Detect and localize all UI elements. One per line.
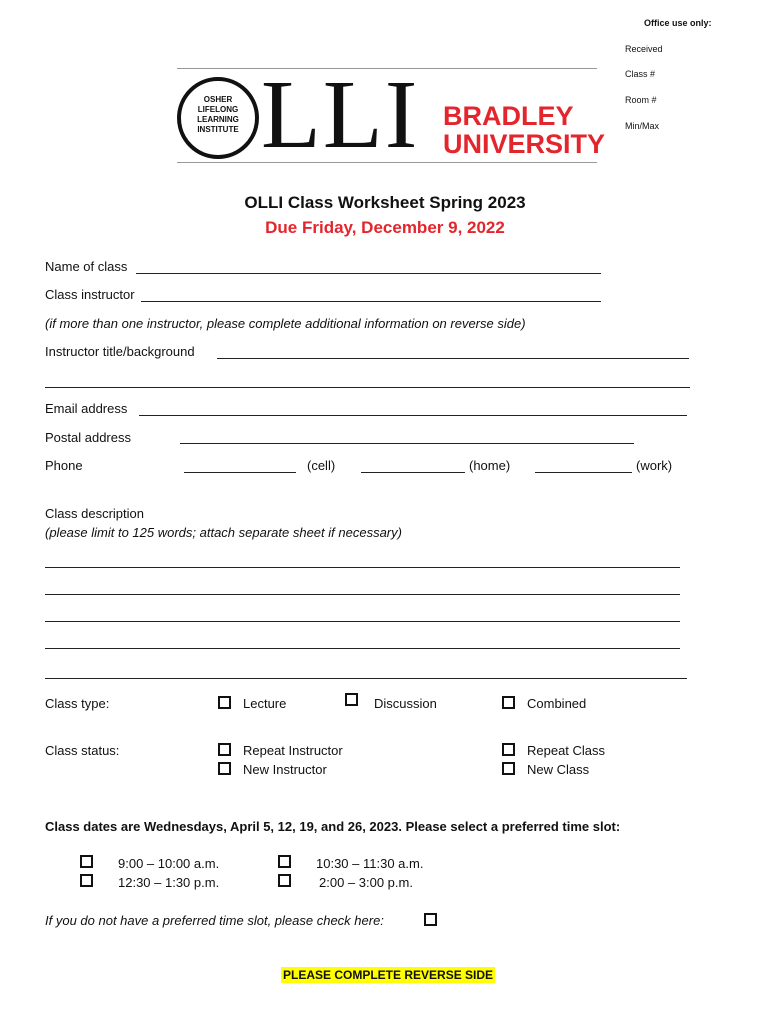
phone-label: Phone: [45, 458, 83, 473]
olli-letters: LLI: [261, 61, 420, 169]
postal-label: Postal address: [45, 430, 131, 445]
no-preference-text: If you do not have a preferred time slot, please check here:: [45, 913, 384, 928]
postal-field[interactable]: [180, 443, 634, 444]
phone-cell-field[interactable]: [184, 472, 296, 473]
olli-bradley-logo: [177, 61, 606, 169]
office-min-max: Min/Max: [625, 121, 660, 131]
phone-home-label: (home): [469, 458, 511, 473]
description-line-2[interactable]: [45, 594, 680, 595]
description-note: (please limit to 125 words; attach separate sheet if necessary): [45, 525, 402, 540]
slot-2pm-label: 2:00 – 3:00 p.m.: [319, 875, 413, 890]
lecture-checkbox[interactable]: [218, 696, 231, 709]
lecture-label: Lecture: [243, 696, 287, 711]
email-label: Email address: [45, 401, 128, 416]
description-line-1[interactable]: [45, 567, 680, 568]
combined-label: Combined: [527, 696, 587, 711]
new-instructor-checkbox[interactable]: [218, 762, 231, 775]
slot-1230pm-label: 12:30 – 1:30 p.m.: [118, 875, 220, 890]
worksheet-title: OLLI Class Worksheet Spring 2023: [244, 193, 526, 212]
slot-2pm-checkbox[interactable]: [278, 874, 291, 887]
new-class-label: New Class: [527, 762, 590, 777]
slot-1030am-checkbox[interactable]: [278, 855, 291, 868]
office-class-number: Class #: [625, 69, 656, 79]
name-of-class-field[interactable]: [136, 273, 601, 274]
instructor-title-field-2[interactable]: [45, 387, 690, 388]
description-line-3[interactable]: [45, 621, 680, 622]
email-field[interactable]: [139, 415, 687, 416]
osher-text: OSHER LIFELONG LEARNING INSTITUTE: [197, 95, 239, 134]
slot-1030am-label: 10:30 – 11:30 a.m.: [316, 856, 424, 871]
repeat-instructor-label: Repeat Instructor: [243, 743, 343, 758]
description-line-4[interactable]: [45, 648, 680, 649]
repeat-class-label: Repeat Class: [527, 743, 606, 758]
office-use-title: Office use only:: [644, 18, 712, 28]
class-instructor-label: Class instructor: [45, 287, 135, 302]
name-of-class-label: Name of class: [45, 259, 128, 274]
office-received: Received: [625, 44, 663, 54]
instructor-title-field[interactable]: [217, 358, 689, 359]
description-line-5[interactable]: [45, 678, 687, 679]
combined-checkbox[interactable]: [502, 696, 515, 709]
due-date: Due Friday, December 9, 2022: [265, 218, 505, 237]
bradley-text: BRADLEY: [443, 101, 574, 131]
class-status-label: Class status:: [45, 743, 120, 758]
discussion-checkbox[interactable]: [345, 693, 358, 706]
reverse-side-notice: PLEASE COMPLETE REVERSE SIDE: [283, 968, 494, 982]
repeat-instructor-checkbox[interactable]: [218, 743, 231, 756]
discussion-label: Discussion: [374, 696, 437, 711]
class-instructor-field[interactable]: [141, 301, 601, 302]
university-text: UNIVERSITY: [443, 129, 606, 159]
instructor-title-label: Instructor title/background: [45, 344, 195, 359]
class-dates-text: Class dates are Wednesdays, April 5, 12, 19, and 26, 2023. Please select a preferred time slot:: [45, 819, 621, 834]
office-room-number: Room #: [625, 95, 657, 105]
repeat-class-checkbox[interactable]: [502, 743, 515, 756]
instructor-note: (if more than one instructor, please complete additional information on reverse side): [45, 316, 526, 331]
slot-9am-label: 9:00 – 10:00 a.m.: [118, 856, 220, 871]
new-class-checkbox[interactable]: [502, 762, 515, 775]
description-label: Class description: [45, 506, 144, 521]
class-type-label: Class type:: [45, 696, 110, 711]
phone-home-field[interactable]: [361, 472, 465, 473]
phone-cell-label: (cell): [307, 458, 336, 473]
phone-work-label: (work): [636, 458, 673, 473]
phone-work-field[interactable]: [535, 472, 632, 473]
slot-1230pm-checkbox[interactable]: [80, 874, 93, 887]
new-instructor-label: New Instructor: [243, 762, 327, 777]
no-preference-checkbox[interactable]: [424, 913, 437, 926]
slot-9am-checkbox[interactable]: [80, 855, 93, 868]
